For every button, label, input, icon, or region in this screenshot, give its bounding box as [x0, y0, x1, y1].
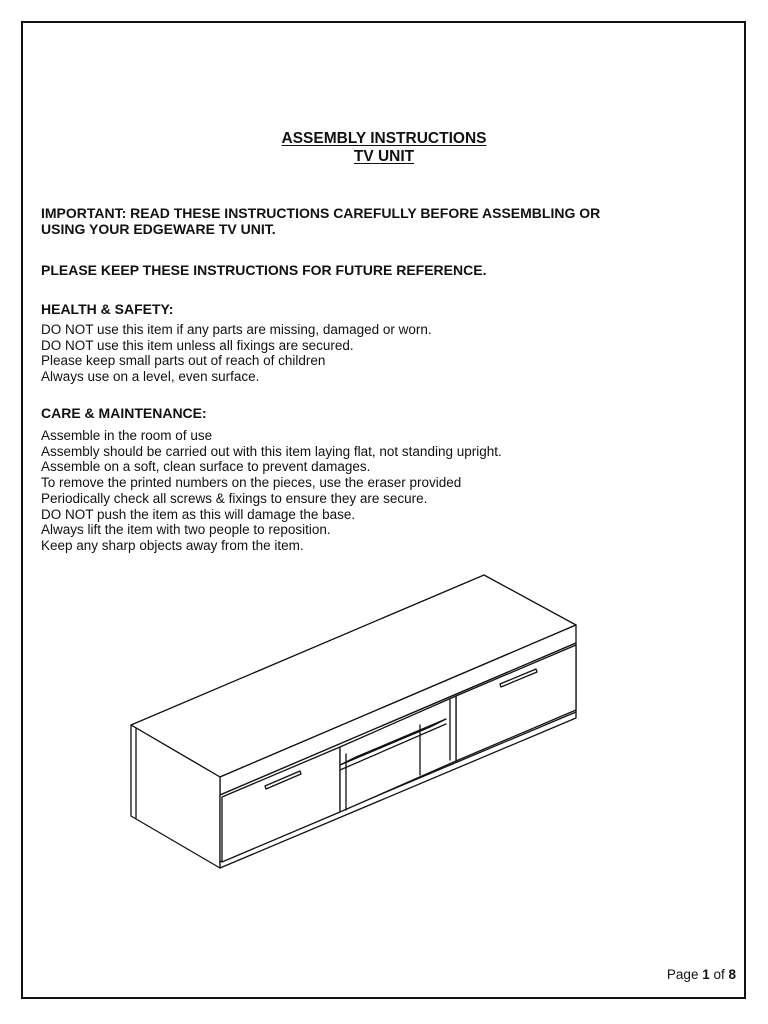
- important-notice-line-1: IMPORTANT: READ THESE INSTRUCTIONS CAREFULLY BEFORE ASSEMBLING OR: [41, 205, 601, 221]
- title-tv-unit: TV UNIT: [353, 148, 415, 165]
- list-item: Please keep small parts out of reach of children: [41, 353, 326, 369]
- list-item: To remove the printed numbers on the pieces, use the eraser provided: [41, 475, 462, 491]
- list-item: Always use on a level, even surface.: [41, 369, 260, 385]
- list-item: DO NOT use this item if any parts are missing, damaged or worn.: [41, 322, 432, 337]
- care-maintenance-heading: CARE & MAINTENANCE:: [41, 405, 207, 421]
- page-number: [667, 967, 736, 983]
- current-page: 1: [702, 967, 710, 982]
- list-item: Always lift the item with two people to reposition.: [41, 522, 331, 538]
- care-maintenance-list: [41, 428, 502, 554]
- important-notice-line-2: USING YOUR EDGEWARE TV UNIT.: [41, 221, 276, 237]
- health-safety-heading: HEALTH & SAFETY:: [41, 301, 174, 317]
- document-title: [0, 130, 768, 166]
- title-assembly-instructions: ASSEMBLY INSTRUCTIONS: [281, 130, 487, 147]
- page-prefix: Page: [666, 967, 703, 982]
- tv-unit-illustration: [125, 570, 585, 870]
- list-item: Periodically check all screws & fixings to ensure they are secure.: [41, 490, 428, 506]
- list-item: DO NOT push the item as this will damage the base.: [41, 506, 356, 522]
- keep-instructions-notice: PLEASE KEEP THESE INSTRUCTIONS FOR FUTURE REFERENCE.: [41, 262, 487, 278]
- list-item: Assemble in the room of use: [41, 428, 213, 443]
- list-item: Keep any sharp objects away from the item.: [41, 537, 304, 553]
- page-of: of: [709, 967, 729, 982]
- list-item: Assemble on a soft, clean surface to prevent damages.: [41, 459, 371, 475]
- list-item: DO NOT use this item unless all fixings are secured.: [41, 337, 354, 353]
- total-pages: 8: [728, 967, 736, 982]
- list-item: Assembly should be carried out with this item laying flat, not standing upright.: [41, 443, 502, 459]
- health-safety-list: [41, 322, 432, 385]
